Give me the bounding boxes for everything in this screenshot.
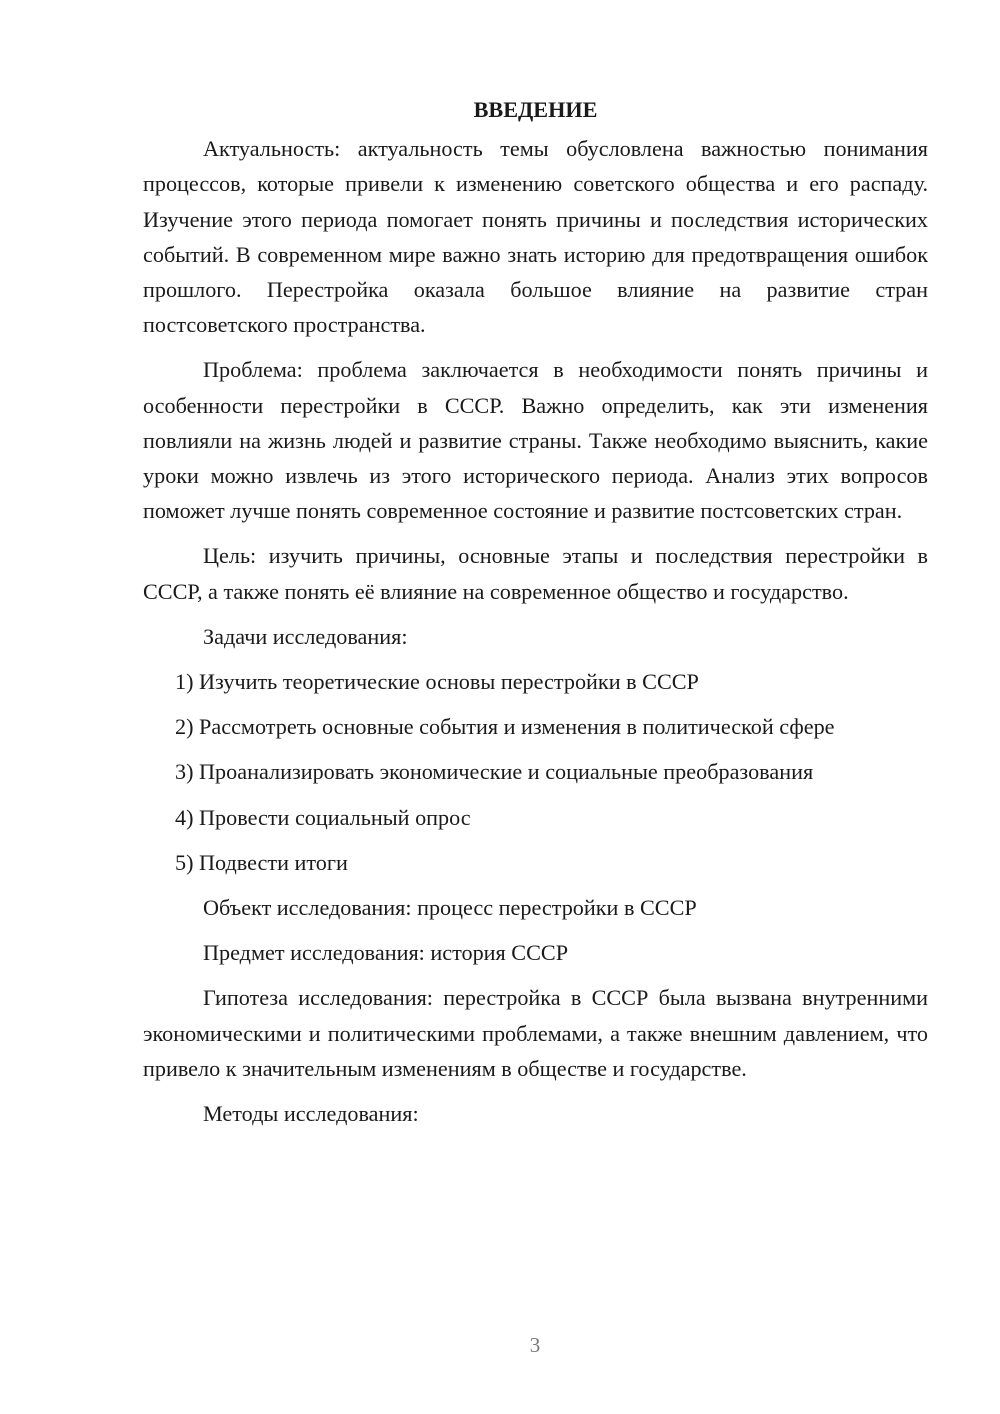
paragraph-subject: Предмет исследования: история СССР — [203, 940, 569, 966]
page-number: 3 — [529, 1333, 541, 1357]
list-item: 4) Провести социальный опрос — [175, 804, 471, 830]
tasks-title: Задачи исследования: — [203, 623, 408, 649]
list-item: 1) Изучить теоретические основы перестройки в СССР — [175, 669, 699, 695]
list-item: 3) Проанализировать экономические и социальные преобразования — [175, 759, 814, 785]
paragraph-object: Объект исследования: процесс перестройки в СССР — [203, 895, 697, 921]
list-item: 2) Рассмотреть основные события и изменения в политической сфере — [175, 714, 835, 740]
section-heading: ВВЕДЕНИЕ — [473, 97, 598, 122]
tasks-list — [143, 664, 928, 880]
paragraph-relevance: Актуальность: актуальность темы обусловлена важностью понимания процессов, которые привели к изменению советского общества и его распаду. Изучение этого периода помогает понять причины и последствия исторических событий. В современном мире важно знать историю для предотвращения ошибок прошлого. Перестройка оказала большое влияние на развитие стран постсоветского пространства. — [143, 136, 928, 338]
paragraph-problem: Проблема: проблема заключается в необходимости понять причины и особенности перестройки в СССР. Важно определить, как эти изменения повлияли на жизнь людей и развитие страны. Также необходимо выяснить, какие уроки можно извлечь из этого исторического периода. Анализ этих вопросов поможет лучше понять современное состояние и развитие постсоветских стран. — [143, 357, 928, 524]
paragraph-hypothesis: Гипотеза исследования: перестройка в СССР была вызвана внутренними экономическими и политическими проблемами, а также внешним давлением, что привело к значительным изменениям в обществе и государстве. — [143, 985, 928, 1081]
list-item: 5) Подвести итоги — [175, 849, 348, 875]
page-content — [143, 92, 928, 1141]
paragraph-goal: Цель: изучить причины, основные этапы и последствия перестройки в СССР, а также понять её влияние на современное общество и государство. — [143, 543, 928, 604]
methods-title: Методы исследования: — [203, 1101, 419, 1127]
